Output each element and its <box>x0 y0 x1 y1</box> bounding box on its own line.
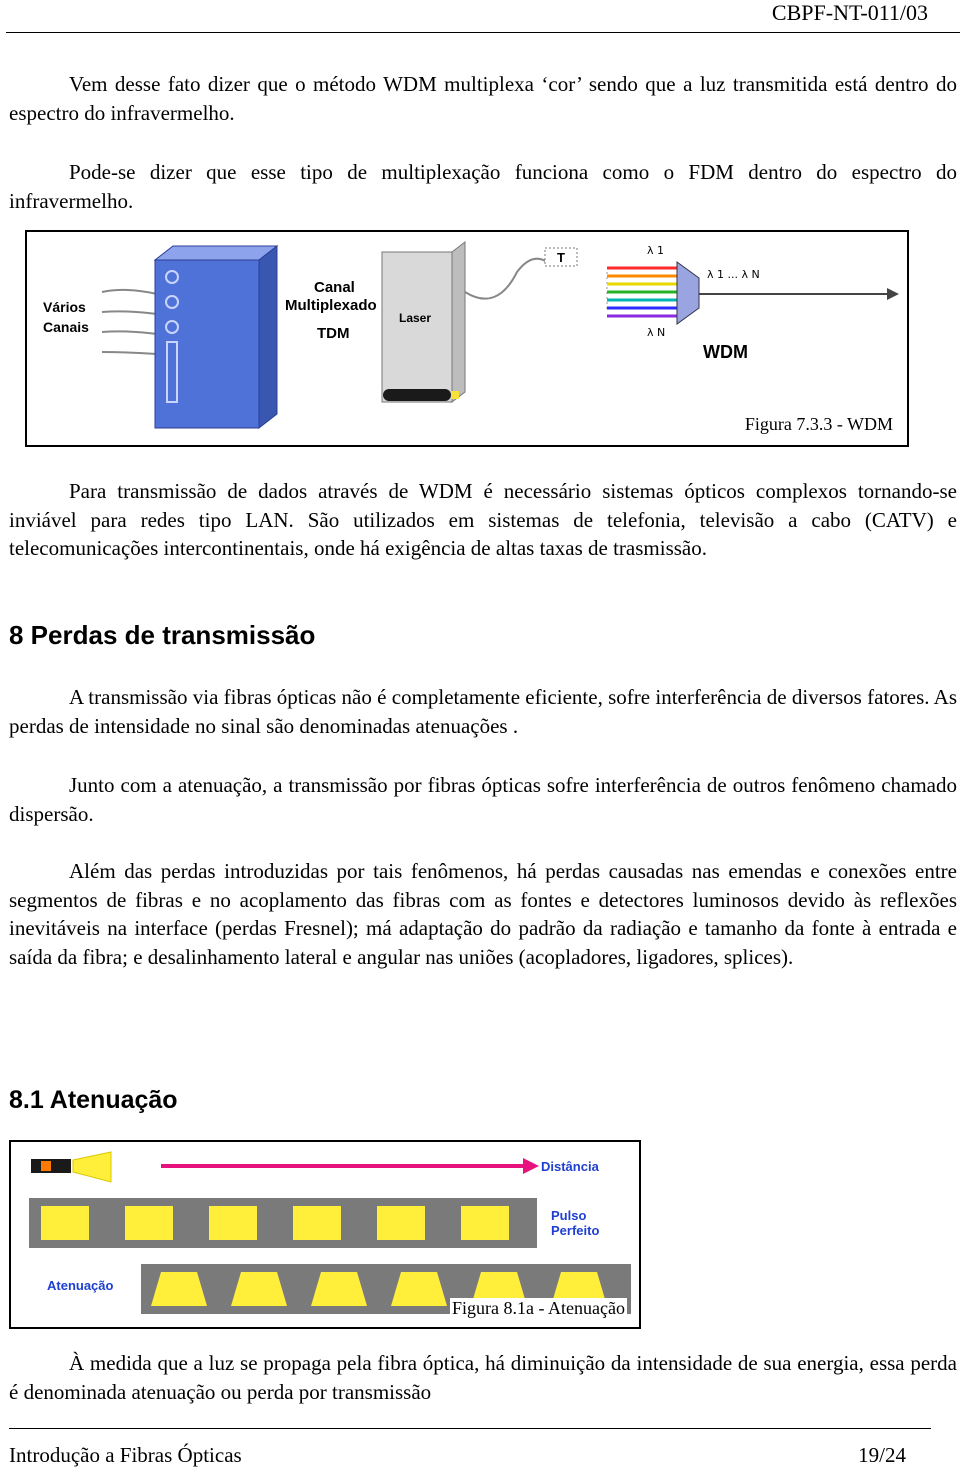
document-id: CBPF-NT-011/03 <box>771 0 928 25</box>
label-atenuacao: Atenuação <box>47 1278 114 1293</box>
label-canal: Canal <box>314 279 355 296</box>
figure-wdm <box>25 230 909 447</box>
paragraph-wdm-fdm: Pode-se dizer que esse tipo de multiplexação funciona como o FDM dentro do espectro do infravermelho. <box>9 160 957 213</box>
label-t: T <box>557 250 565 265</box>
label-lambdan: λ N <box>647 326 666 339</box>
paragraph-dispersao: Junto com a atenuação, a transmissão por fibras ópticas sofre interferência de outros fenômeno chamado dispersão. <box>9 773 957 826</box>
label-tdm: TDM <box>317 325 350 342</box>
heading-atenuacao: 8.1 Atenuação <box>9 1086 178 1114</box>
page-number: 19/24 <box>858 1443 906 1467</box>
paragraph-emendas: Além das perdas introduzidas por tais fenômenos, há perdas causadas nas emendas e conexões entre segmentos de fibras e no acoplamento das fibras com as fontes e detectores luminosos devido às reflexões inevitáveis na interface (perdas Fresnel); má adaptação do padrão da radiação e tamanho da fonte à entrada e saída da fibra; e desalinhamento lateral e angular nas uniões (acopladores, ligadores, splices). <box>9 859 957 969</box>
footer-rule <box>9 1428 931 1429</box>
figure-atenuacao <box>9 1140 641 1329</box>
paragraph-perdas-intro: A transmissão via fibras ópticas não é completamente eficiente, sofre interferência de diversos fatores. As perdas de intensidade no sinal são denominadas atenuações . <box>9 685 957 738</box>
footer-title: Introdução a Fibras Ópticas <box>9 1443 242 1467</box>
label-lambda-range: λ 1 ... λ N <box>707 268 760 281</box>
label-multiplexado: Multiplexado <box>285 297 377 314</box>
figure-atenuacao-caption: Figura 8.1a - Atenuação <box>452 1298 625 1318</box>
laser-pen <box>383 389 451 401</box>
perfect-pulse-band <box>29 1198 537 1248</box>
label-lambda1: λ 1 <box>647 244 665 257</box>
wavelength-rays <box>607 268 677 316</box>
fiber-cable <box>465 259 547 299</box>
perfect-pulse <box>461 1206 509 1240</box>
perfect-pulse <box>125 1206 173 1240</box>
input-cables <box>102 290 157 354</box>
label-distancia: Distância <box>541 1159 599 1174</box>
mux-rack-top <box>155 246 277 260</box>
perfect-pulse <box>377 1206 425 1240</box>
laser-box <box>382 252 452 402</box>
wdm-prism <box>677 262 699 324</box>
label-laser: Laser <box>399 311 432 325</box>
paragraph-wdm-lan: Para transmissão de dados através de WDM é necessário sistemas ópticos complexos tornando-se inviável para redes tipo LAN. São utilizados em sistemas de telefonia, televisão a cabo (CATV) e telecomunicações intercontinentais, onde há exigência de altas taxas de trasmissão. <box>9 479 957 560</box>
paragraph-wdm-color: Vem desse fato dizer que o método WDM multiplexa ‘cor’ sendo que a luz transmitida está dentro do espectro do infravermelho. <box>9 72 957 125</box>
light-beam <box>73 1152 111 1182</box>
perfect-pulse <box>41 1206 89 1240</box>
label-varios: Vários <box>43 299 86 315</box>
heading-perdas: 8 Perdas de transmissão <box>9 620 316 650</box>
label-perfeito: Perfeito <box>551 1223 600 1238</box>
header-rule <box>6 32 960 33</box>
label-canais: Canais <box>43 319 89 335</box>
perfect-pulse <box>293 1206 341 1240</box>
figure-wdm-caption: Figura 7.3.3 - WDM <box>744 414 893 434</box>
label-wdm: WDM <box>703 342 748 362</box>
label-pulso: Pulso <box>551 1208 587 1223</box>
perfect-pulse <box>209 1206 257 1240</box>
mux-rack-side <box>259 246 277 428</box>
paragraph-atenuacao-def: À medida que a luz se propaga pela fibra óptica, há diminuição da intensidade de sua energia, essa perda é denominada atenuação ou perda por transmissão <box>9 1351 957 1404</box>
